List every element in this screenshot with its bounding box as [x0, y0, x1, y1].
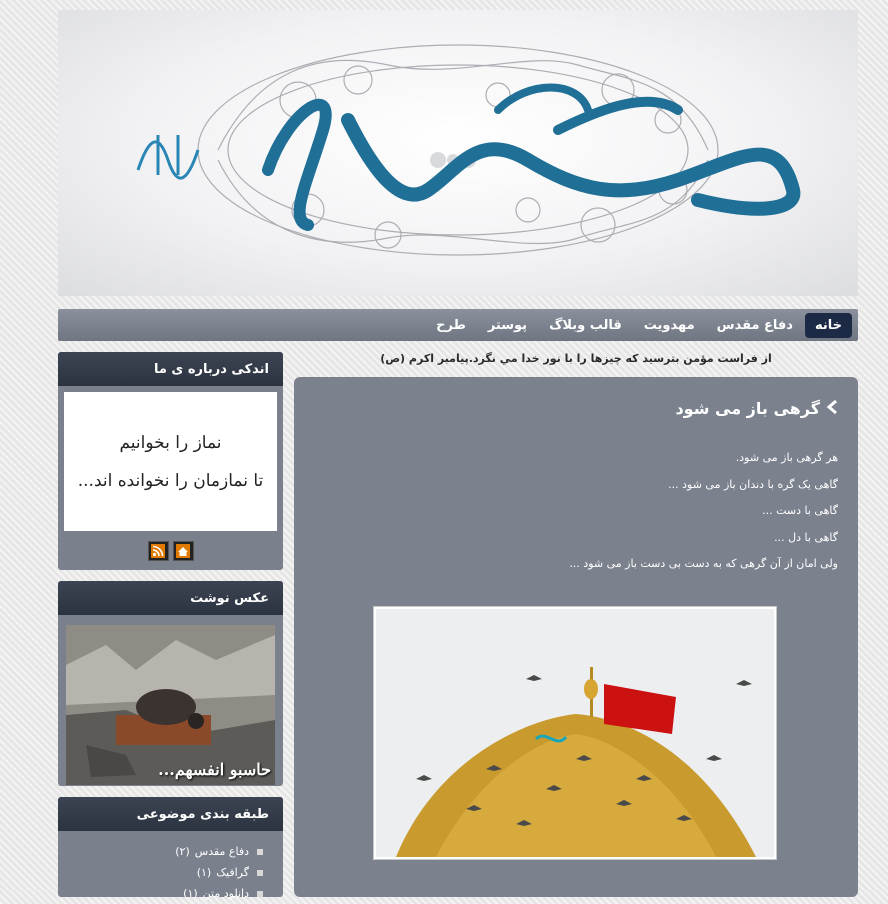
category-item[interactable]: دانلود متن (۱): [68, 883, 263, 904]
photo-widget-title: عکس نوشت: [58, 581, 283, 615]
category-list: [58, 831, 283, 904]
main-navbar: [58, 309, 858, 341]
feed-icons: [58, 531, 283, 571]
post-line: گاهی با دست ...: [762, 504, 838, 517]
nav-blog-template[interactable]: قالب وبلاگ: [549, 317, 622, 333]
category-item[interactable]: گرافیک (۱): [68, 862, 263, 883]
rss-icon[interactable]: [148, 541, 169, 561]
post-title[interactable]: [675, 399, 838, 418]
photo-caption: حاسبو انفسهم...: [158, 760, 271, 779]
categories-widget-title: طبقه بندی موضوعی: [58, 797, 283, 831]
about-widget: [58, 352, 283, 570]
bullet-icon: [257, 891, 263, 897]
shrine-dome-image: [376, 609, 774, 857]
post-line: هر گرهی باز می شود.: [735, 451, 838, 464]
nav-design[interactable]: طرح: [436, 317, 466, 333]
categories-widget: [58, 797, 283, 900]
about-line-1: نماز را بخوانیم: [119, 432, 222, 453]
nav-holy-defense[interactable]: دفاع مقدس: [716, 317, 793, 333]
category-item[interactable]: دفاع مقدس (۲): [68, 841, 263, 862]
chevron-left-icon: [826, 399, 838, 418]
header-banner: [58, 10, 858, 296]
post-line: گاهی یک گره با دندان باز می شود ...: [668, 477, 838, 491]
photo-widget: [58, 581, 283, 786]
bullet-icon: [257, 849, 263, 855]
about-line-2: تا نمازمان را نخوانده اند...: [77, 470, 264, 491]
calligraphy-banner-image: [58, 10, 858, 296]
post-line: گاهی با دل ...: [774, 530, 838, 544]
about-widget-title: اندکی درباره ی ما: [58, 352, 283, 386]
nav-home[interactable]: خانه: [805, 313, 852, 338]
home-icon[interactable]: [173, 541, 194, 561]
nav-poster[interactable]: پوستر: [487, 317, 528, 333]
post-title-text[interactable]: گرهی باز می شود: [675, 399, 820, 418]
header-quote: از فراست مؤمن بترسيد كه چيزها را با نور خدا مي نگرد.پيامبر اكرم (ص): [380, 352, 772, 365]
post-line: ولی امان از آن گرهی که به دست بی دست باز می شود ...: [569, 557, 838, 570]
about-image: [64, 392, 277, 531]
bullet-icon: [257, 870, 263, 876]
post-image: [373, 606, 777, 860]
post-card: [294, 377, 858, 897]
photo-image[interactable]: [66, 625, 275, 785]
post-body: [318, 451, 838, 584]
nav-mahdaviat[interactable]: مهدویت: [643, 317, 695, 333]
